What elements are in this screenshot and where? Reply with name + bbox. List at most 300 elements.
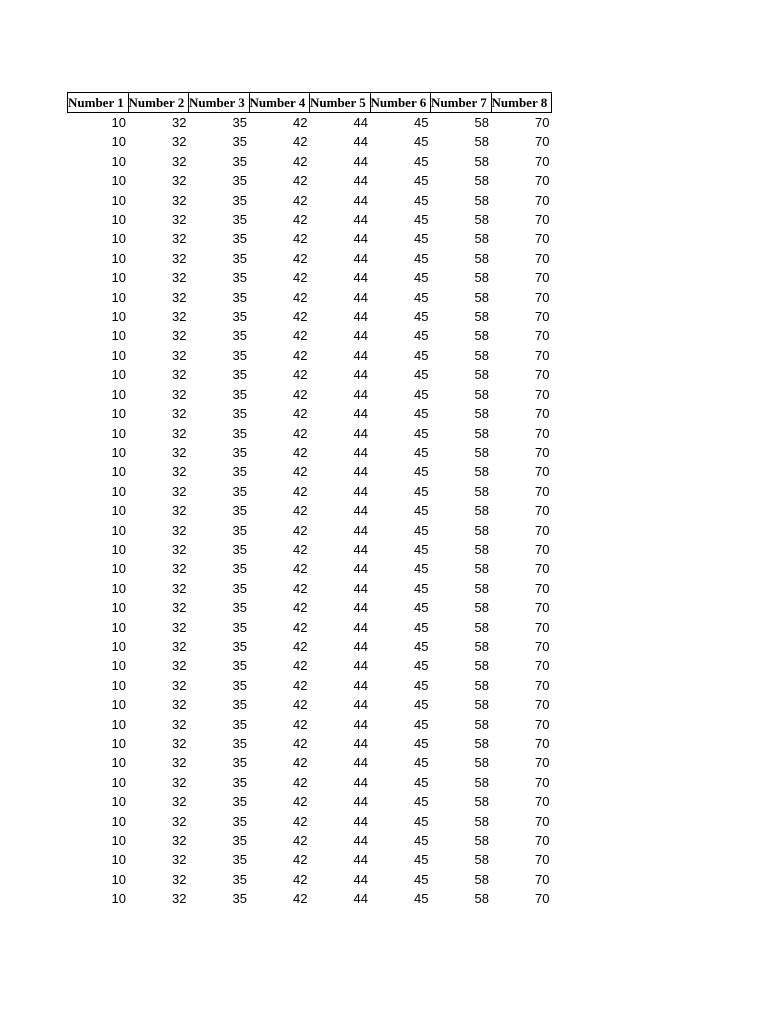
table-cell-number-3: 35 <box>232 658 247 674</box>
table-row <box>68 773 552 792</box>
table-cell-number-8: 70 <box>535 173 550 189</box>
table-cell-number-6: 45 <box>414 638 429 654</box>
table-cell-number-4: 42 <box>293 852 308 868</box>
table-cell-number-7: 58 <box>474 134 489 150</box>
table-cell-number-4: 42 <box>293 794 308 810</box>
table-cell-number-1: 10 <box>111 638 126 654</box>
table-cell-number-6: 45 <box>414 600 429 616</box>
table-cell-number-7: 58 <box>474 852 489 868</box>
table-cell-number-7: 58 <box>474 289 489 305</box>
table-row <box>68 132 552 151</box>
table-cell-number-5: 44 <box>353 600 368 616</box>
table-row <box>68 443 552 462</box>
column-header-number-2: Number 2 <box>128 93 189 113</box>
table-cell-number-6: 45 <box>414 580 429 596</box>
table-cell-number-4: 42 <box>293 774 308 790</box>
table-cell-number-2: 32 <box>172 697 187 713</box>
table-cell-number-1: 10 <box>111 212 126 228</box>
table-row <box>68 559 552 578</box>
table-cell-number-4: 42 <box>293 367 308 383</box>
table-cell-number-6: 45 <box>414 406 429 422</box>
table-cell-number-4: 42 <box>293 697 308 713</box>
table-cell-number-6: 45 <box>414 794 429 810</box>
table-cell-number-4: 42 <box>293 736 308 751</box>
table-cell-number-5: 44 <box>353 658 368 674</box>
table-cell-number-2: 32 <box>172 833 187 849</box>
table-cell-number-7: 58 <box>474 425 489 441</box>
table-row <box>68 326 552 345</box>
table-cell-number-7: 58 <box>474 483 489 499</box>
table-cell-number-5: 44 <box>353 833 368 849</box>
table-cell-number-5: 44 <box>353 115 368 130</box>
table-cell-number-3: 35 <box>232 833 247 849</box>
table-cell-number-3: 35 <box>232 677 247 693</box>
column-header-number-8: Number 8 <box>491 93 552 113</box>
table-cell-number-2: 32 <box>172 173 187 189</box>
table-cell-number-4: 42 <box>293 309 308 325</box>
table-cell-number-5: 44 <box>353 619 368 635</box>
table-cell-number-2: 32 <box>172 367 187 383</box>
table-row <box>68 695 552 714</box>
table-cell-number-2: 32 <box>172 425 187 441</box>
table-cell-number-2: 32 <box>172 813 187 829</box>
table-cell-number-5: 44 <box>353 755 368 771</box>
table-cell-number-4: 42 <box>293 464 308 480</box>
table-cell-number-1: 10 <box>111 425 126 441</box>
table-cell-number-8: 70 <box>535 231 550 247</box>
table-row <box>68 113 552 133</box>
table-cell-number-6: 45 <box>414 134 429 150</box>
table-cell-number-3: 35 <box>232 561 247 577</box>
table-cell-number-5: 44 <box>353 231 368 247</box>
table-cell-number-1: 10 <box>111 173 126 189</box>
table-cell-number-5: 44 <box>353 522 368 538</box>
table-cell-number-7: 58 <box>474 153 489 169</box>
table-cell-number-4: 42 <box>293 444 308 460</box>
data-table-container <box>67 92 552 909</box>
table-cell-number-5: 44 <box>353 794 368 810</box>
table-cell-number-2: 32 <box>172 115 187 130</box>
table-cell-number-6: 45 <box>414 212 429 228</box>
table-cell-number-3: 35 <box>232 115 247 130</box>
table-cell-number-2: 32 <box>172 231 187 247</box>
table-cell-number-1: 10 <box>111 755 126 771</box>
table-cell-number-1: 10 <box>111 483 126 499</box>
table-cell-number-6: 45 <box>414 367 429 383</box>
table-cell-number-4: 42 <box>293 541 308 557</box>
table-cell-number-4: 42 <box>293 813 308 829</box>
table-cell-number-4: 42 <box>293 153 308 169</box>
table-cell-number-5: 44 <box>353 813 368 829</box>
table-cell-number-4: 42 <box>293 270 308 286</box>
column-header-number-3: Number 3 <box>189 93 250 113</box>
table-cell-number-1: 10 <box>111 503 126 519</box>
table-cell-number-5: 44 <box>353 677 368 693</box>
table-cell-number-3: 35 <box>232 580 247 596</box>
table-cell-number-7: 58 <box>474 250 489 266</box>
table-row <box>68 268 552 287</box>
table-cell-number-2: 32 <box>172 503 187 519</box>
table-cell-number-7: 58 <box>474 871 489 887</box>
table-row <box>68 210 552 229</box>
table-cell-number-4: 42 <box>293 406 308 422</box>
table-cell-number-3: 35 <box>232 250 247 266</box>
table-cell-number-8: 70 <box>535 367 550 383</box>
table-cell-number-1: 10 <box>111 192 126 208</box>
table-cell-number-1: 10 <box>111 153 126 169</box>
table-cell-number-5: 44 <box>353 406 368 422</box>
table-cell-number-8: 70 <box>535 755 550 771</box>
table-cell-number-6: 45 <box>414 483 429 499</box>
table-row <box>68 637 552 656</box>
table-row <box>68 501 552 520</box>
table-cell-number-8: 70 <box>535 347 550 363</box>
table-row <box>68 540 552 559</box>
table-cell-number-1: 10 <box>111 736 126 751</box>
table-cell-number-7: 58 <box>474 755 489 771</box>
table-cell-number-8: 70 <box>535 328 550 344</box>
table-cell-number-8: 70 <box>535 619 550 635</box>
table-row <box>68 734 552 753</box>
table-cell-number-3: 35 <box>232 736 247 751</box>
table-row <box>68 812 552 831</box>
table-cell-number-3: 35 <box>232 192 247 208</box>
table-cell-number-7: 58 <box>474 774 489 790</box>
table-cell-number-5: 44 <box>353 250 368 266</box>
table-cell-number-5: 44 <box>353 425 368 441</box>
table-row <box>68 715 552 734</box>
table-cell-number-3: 35 <box>232 289 247 305</box>
table-cell-number-7: 58 <box>474 891 489 907</box>
table-cell-number-5: 44 <box>353 212 368 228</box>
table-cell-number-4: 42 <box>293 134 308 150</box>
table-cell-number-8: 70 <box>535 852 550 868</box>
table-cell-number-2: 32 <box>172 774 187 790</box>
table-cell-number-6: 45 <box>414 774 429 790</box>
table-cell-number-5: 44 <box>353 580 368 596</box>
table-cell-number-4: 42 <box>293 250 308 266</box>
table-cell-number-2: 32 <box>172 522 187 538</box>
table-cell-number-3: 35 <box>232 716 247 732</box>
table-cell-number-3: 35 <box>232 600 247 616</box>
table-cell-number-1: 10 <box>111 386 126 402</box>
table-cell-number-4: 42 <box>293 425 308 441</box>
table-cell-number-3: 35 <box>232 619 247 635</box>
table-cell-number-4: 42 <box>293 716 308 732</box>
table-cell-number-5: 44 <box>353 891 368 907</box>
table-cell-number-7: 58 <box>474 638 489 654</box>
table-cell-number-7: 58 <box>474 367 489 383</box>
table-cell-number-2: 32 <box>172 289 187 305</box>
table-cell-number-1: 10 <box>111 347 126 363</box>
table-cell-number-2: 32 <box>172 580 187 596</box>
table-cell-number-6: 45 <box>414 425 429 441</box>
column-header-number-1: Number 1 <box>68 93 129 113</box>
table-cell-number-4: 42 <box>293 173 308 189</box>
table-cell-number-3: 35 <box>232 270 247 286</box>
table-cell-number-8: 70 <box>535 600 550 616</box>
table-row <box>68 288 552 307</box>
table-cell-number-8: 70 <box>535 464 550 480</box>
table-row <box>68 870 552 889</box>
table-cell-number-1: 10 <box>111 716 126 732</box>
table-cell-number-2: 32 <box>172 852 187 868</box>
table-cell-number-2: 32 <box>172 716 187 732</box>
table-cell-number-5: 44 <box>353 871 368 887</box>
table-cell-number-5: 44 <box>353 386 368 402</box>
table-cell-number-7: 58 <box>474 522 489 538</box>
table-cell-number-4: 42 <box>293 212 308 228</box>
table-cell-number-5: 44 <box>353 328 368 344</box>
table-cell-number-4: 42 <box>293 871 308 887</box>
table-cell-number-8: 70 <box>535 813 550 829</box>
table-cell-number-5: 44 <box>353 270 368 286</box>
table-cell-number-3: 35 <box>232 425 247 441</box>
table-cell-number-2: 32 <box>172 464 187 480</box>
table-cell-number-2: 32 <box>172 483 187 499</box>
table-cell-number-2: 32 <box>172 541 187 557</box>
table-row <box>68 191 552 210</box>
table-row <box>68 404 552 423</box>
table-cell-number-3: 35 <box>232 134 247 150</box>
table-row <box>68 346 552 365</box>
table-cell-number-2: 32 <box>172 794 187 810</box>
table-row <box>68 521 552 540</box>
column-header-number-6: Number 6 <box>370 93 431 113</box>
table-row <box>68 889 552 908</box>
table-cell-number-4: 42 <box>293 503 308 519</box>
table-cell-number-4: 42 <box>293 522 308 538</box>
table-cell-number-4: 42 <box>293 755 308 771</box>
table-cell-number-8: 70 <box>535 425 550 441</box>
table-cell-number-3: 35 <box>232 444 247 460</box>
table-header <box>68 93 552 113</box>
table-row <box>68 385 552 404</box>
table-cell-number-3: 35 <box>232 755 247 771</box>
table-row <box>68 850 552 869</box>
table-cell-number-3: 35 <box>232 231 247 247</box>
table-cell-number-5: 44 <box>353 774 368 790</box>
table-cell-number-4: 42 <box>293 638 308 654</box>
table-cell-number-4: 42 <box>293 677 308 693</box>
table-cell-number-8: 70 <box>535 250 550 266</box>
table-cell-number-7: 58 <box>474 716 489 732</box>
table-cell-number-2: 32 <box>172 871 187 887</box>
table-cell-number-8: 70 <box>535 697 550 713</box>
table-cell-number-5: 44 <box>353 561 368 577</box>
table-cell-number-8: 70 <box>535 503 550 519</box>
table-cell-number-3: 35 <box>232 522 247 538</box>
table-cell-number-2: 32 <box>172 406 187 422</box>
table-cell-number-5: 44 <box>353 173 368 189</box>
table-cell-number-6: 45 <box>414 891 429 907</box>
table-cell-number-6: 45 <box>414 464 429 480</box>
table-cell-number-8: 70 <box>535 386 550 402</box>
table-cell-number-4: 42 <box>293 192 308 208</box>
table-cell-number-2: 32 <box>172 755 187 771</box>
table-cell-number-6: 45 <box>414 619 429 635</box>
table-cell-number-1: 10 <box>111 444 126 460</box>
table-cell-number-7: 58 <box>474 833 489 849</box>
table-cell-number-8: 70 <box>535 580 550 596</box>
table-cell-number-5: 44 <box>353 444 368 460</box>
table-cell-number-8: 70 <box>535 153 550 169</box>
table-cell-number-4: 42 <box>293 658 308 674</box>
table-cell-number-8: 70 <box>535 444 550 460</box>
table-cell-number-3: 35 <box>232 386 247 402</box>
table-cell-number-8: 70 <box>535 871 550 887</box>
table-cell-number-7: 58 <box>474 347 489 363</box>
table-cell-number-1: 10 <box>111 464 126 480</box>
table-cell-number-3: 35 <box>232 891 247 907</box>
table-cell-number-3: 35 <box>232 328 247 344</box>
table-row <box>68 307 552 326</box>
table-cell-number-5: 44 <box>353 309 368 325</box>
table-cell-number-1: 10 <box>111 697 126 713</box>
table-row <box>68 229 552 248</box>
table-cell-number-3: 35 <box>232 309 247 325</box>
table-cell-number-2: 32 <box>172 600 187 616</box>
table-cell-number-8: 70 <box>535 541 550 557</box>
table-cell-number-1: 10 <box>111 794 126 810</box>
table-cell-number-3: 35 <box>232 153 247 169</box>
table-cell-number-3: 35 <box>232 503 247 519</box>
table-cell-number-4: 42 <box>293 600 308 616</box>
table-cell-number-7: 58 <box>474 736 489 751</box>
table-cell-number-6: 45 <box>414 289 429 305</box>
table-cell-number-3: 35 <box>232 774 247 790</box>
table-cell-number-3: 35 <box>232 638 247 654</box>
table-cell-number-5: 44 <box>353 289 368 305</box>
table-cell-number-2: 32 <box>172 638 187 654</box>
table-cell-number-1: 10 <box>111 852 126 868</box>
table-cell-number-3: 35 <box>232 813 247 829</box>
table-row <box>68 753 552 772</box>
table-cell-number-8: 70 <box>535 115 550 130</box>
table-cell-number-5: 44 <box>353 192 368 208</box>
table-cell-number-8: 70 <box>535 522 550 538</box>
table-cell-number-8: 70 <box>535 736 550 751</box>
table-cell-number-8: 70 <box>535 289 550 305</box>
table-cell-number-7: 58 <box>474 115 489 130</box>
table-cell-number-8: 70 <box>535 561 550 577</box>
table-cell-number-3: 35 <box>232 464 247 480</box>
table-cell-number-7: 58 <box>474 270 489 286</box>
table-cell-number-8: 70 <box>535 406 550 422</box>
header-row <box>68 93 552 113</box>
table-cell-number-3: 35 <box>232 794 247 810</box>
table-cell-number-2: 32 <box>172 134 187 150</box>
table-cell-number-5: 44 <box>353 503 368 519</box>
table-cell-number-7: 58 <box>474 503 489 519</box>
table-cell-number-1: 10 <box>111 115 126 130</box>
table-cell-number-6: 45 <box>414 386 429 402</box>
table-cell-number-3: 35 <box>232 212 247 228</box>
table-cell-number-4: 42 <box>293 561 308 577</box>
table-cell-number-7: 58 <box>474 619 489 635</box>
table-cell-number-6: 45 <box>414 503 429 519</box>
table-cell-number-7: 58 <box>474 386 489 402</box>
table-cell-number-5: 44 <box>353 347 368 363</box>
table-cell-number-5: 44 <box>353 697 368 713</box>
table-cell-number-1: 10 <box>111 561 126 577</box>
table-cell-number-1: 10 <box>111 367 126 383</box>
table-cell-number-7: 58 <box>474 600 489 616</box>
table-row <box>68 831 552 850</box>
table-cell-number-7: 58 <box>474 561 489 577</box>
table-cell-number-6: 45 <box>414 309 429 325</box>
table-cell-number-7: 58 <box>474 328 489 344</box>
table-cell-number-1: 10 <box>111 600 126 616</box>
table-cell-number-8: 70 <box>535 212 550 228</box>
table-cell-number-1: 10 <box>111 871 126 887</box>
table-cell-number-7: 58 <box>474 541 489 557</box>
table-row <box>68 249 552 268</box>
table-cell-number-1: 10 <box>111 813 126 829</box>
table-cell-number-8: 70 <box>535 658 550 674</box>
table-cell-number-6: 45 <box>414 522 429 538</box>
table-row <box>68 618 552 637</box>
table-cell-number-8: 70 <box>535 774 550 790</box>
table-cell-number-7: 58 <box>474 309 489 325</box>
table-cell-number-6: 45 <box>414 115 429 130</box>
table-cell-number-4: 42 <box>293 580 308 596</box>
table-cell-number-6: 45 <box>414 153 429 169</box>
table-cell-number-5: 44 <box>353 541 368 557</box>
table-cell-number-6: 45 <box>414 736 429 751</box>
table-cell-number-5: 44 <box>353 153 368 169</box>
table-row <box>68 365 552 384</box>
table-cell-number-6: 45 <box>414 347 429 363</box>
table-cell-number-7: 58 <box>474 444 489 460</box>
table-cell-number-1: 10 <box>111 774 126 790</box>
table-cell-number-6: 45 <box>414 444 429 460</box>
table-cell-number-1: 10 <box>111 289 126 305</box>
table-cell-number-1: 10 <box>111 270 126 286</box>
table-cell-number-6: 45 <box>414 561 429 577</box>
table-cell-number-2: 32 <box>172 250 187 266</box>
table-cell-number-3: 35 <box>232 852 247 868</box>
table-cell-number-3: 35 <box>232 173 247 189</box>
table-cell-number-4: 42 <box>293 115 308 130</box>
table-row <box>68 656 552 675</box>
table-cell-number-8: 70 <box>535 270 550 286</box>
table-cell-number-2: 32 <box>172 328 187 344</box>
table-row <box>68 676 552 695</box>
table-cell-number-6: 45 <box>414 270 429 286</box>
table-cell-number-5: 44 <box>353 716 368 732</box>
table-cell-number-5: 44 <box>353 638 368 654</box>
table-body <box>68 113 552 909</box>
table-cell-number-4: 42 <box>293 289 308 305</box>
table-cell-number-7: 58 <box>474 677 489 693</box>
table-cell-number-1: 10 <box>111 134 126 150</box>
table-cell-number-2: 32 <box>172 619 187 635</box>
table-row <box>68 424 552 443</box>
table-cell-number-2: 32 <box>172 347 187 363</box>
table-cell-number-6: 45 <box>414 658 429 674</box>
table-cell-number-6: 45 <box>414 231 429 247</box>
table-cell-number-8: 70 <box>535 833 550 849</box>
table-cell-number-2: 32 <box>172 192 187 208</box>
table-cell-number-3: 35 <box>232 871 247 887</box>
table-cell-number-1: 10 <box>111 541 126 557</box>
table-cell-number-6: 45 <box>414 813 429 829</box>
table-cell-number-2: 32 <box>172 153 187 169</box>
table-cell-number-4: 42 <box>293 891 308 907</box>
table-row <box>68 171 552 190</box>
table-cell-number-6: 45 <box>414 677 429 693</box>
